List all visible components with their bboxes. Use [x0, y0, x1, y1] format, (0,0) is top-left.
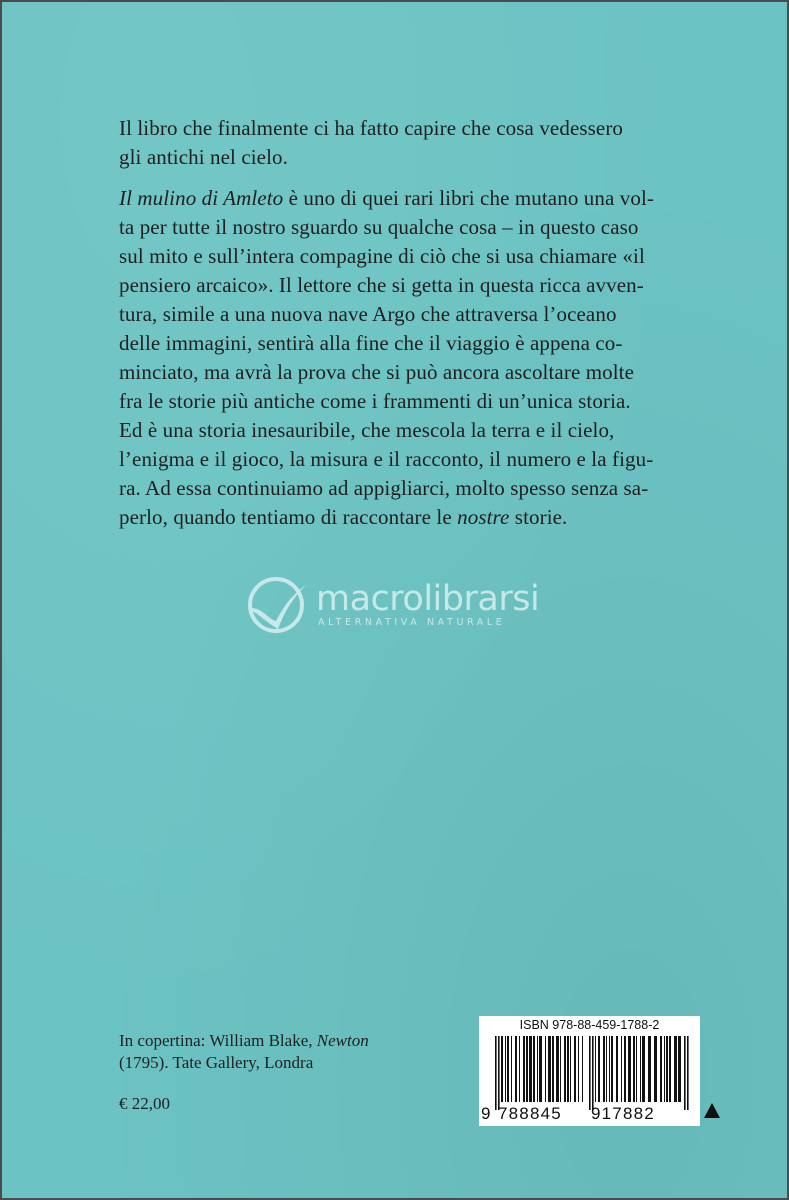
- macrolibrarsi-watermark: [246, 575, 556, 635]
- blurb-line: [119, 503, 719, 532]
- cover-credit: [119, 1030, 369, 1074]
- barcode-bar: [560, 1036, 561, 1102]
- blurb-line: ta per tutte il nostro sguardo su qualche cosa – in questo caso: [119, 215, 639, 239]
- barcode-bar: [501, 1036, 503, 1102]
- barcode-bar: [537, 1036, 538, 1102]
- blurb-line: pensiero arcaico». Il lettore che si getta in questa ricca avven-: [119, 273, 644, 297]
- barcode-bar: [664, 1036, 665, 1102]
- blurb-line: l’enigma e il gioco, la misura e il racconto, il numero e la figu-: [119, 447, 654, 471]
- barcode-bar: [636, 1036, 637, 1102]
- triangle-marker-icon: [704, 1103, 720, 1118]
- barcode-bar: [628, 1036, 631, 1102]
- barcode-bar: [498, 1036, 500, 1110]
- book-title: Il mulino di Amleto: [119, 186, 284, 210]
- blurb-line: delle immagini, sentirà alla fine che il viaggio è appena co-: [119, 331, 623, 355]
- barcode-bar: [621, 1036, 622, 1102]
- blurb-line-end: storie.: [509, 505, 568, 529]
- tagline-line: gli antichi nel cielo.: [119, 145, 288, 169]
- barcode-bar: [505, 1036, 506, 1102]
- barcode-bar: [684, 1036, 686, 1110]
- barcode-bar: [548, 1036, 551, 1102]
- tagline: [119, 114, 719, 172]
- barcode-bar: [648, 1036, 651, 1102]
- barcode-bar: [633, 1036, 635, 1102]
- barcode-bar: [511, 1036, 512, 1102]
- barcode-bar: [611, 1036, 613, 1102]
- barcode-bar: [609, 1036, 610, 1102]
- blurb-line: tura, simile a una nuova nave Argo che attraversa l’oceano: [119, 302, 617, 326]
- blurb-line: [119, 184, 719, 213]
- barcode-bar: [660, 1036, 662, 1102]
- tagline-line: Il libro che finalmente ci ha fatto capire che cosa vedessero: [119, 116, 624, 140]
- barcode-bar: [642, 1036, 645, 1102]
- barcode-bar: [507, 1036, 509, 1102]
- barcode-bar: [589, 1036, 591, 1110]
- barcode-bar: [545, 1036, 546, 1102]
- price: € 22,00: [119, 1094, 170, 1113]
- barcode-bar: [606, 1036, 607, 1102]
- barcode-bar: [678, 1036, 681, 1102]
- isbn-label: ISBN 978-88-459-1788-2: [519, 1018, 660, 1032]
- blurb: [119, 184, 719, 532]
- cover-credit-line: [119, 1030, 369, 1052]
- barcode-bar: [526, 1036, 528, 1102]
- blurb-line: sul mito e sull’intera compagine di ciò che si usa chiamare «il: [119, 244, 645, 268]
- barcode-bar: [687, 1036, 689, 1110]
- artwork-title: Newton: [316, 1031, 369, 1050]
- cover-credit-text: In copertina: William Blake,: [119, 1031, 317, 1050]
- blurb-line-rest: è uno di quei rari libri che mutano una vol-: [283, 186, 654, 210]
- blurb-line: fra le storie più antiche come i frammenti di un’unica storia.: [119, 389, 631, 413]
- barcode-bar: [592, 1036, 594, 1110]
- barcode-bar: [654, 1036, 657, 1102]
- barcode-bar: [674, 1036, 677, 1102]
- blurb-line: minciato, ma avrà la prova che si può ancora ascoltare molte: [119, 360, 635, 384]
- barcode-bar: [564, 1036, 566, 1102]
- barcode-bar: [624, 1036, 626, 1102]
- barcode-bar: [640, 1036, 641, 1102]
- barcode-bar: [519, 1036, 520, 1102]
- barcode-bar: [556, 1036, 559, 1102]
- barcode-digits-right: 917882: [591, 1104, 655, 1123]
- leaf-check-logo-icon: [246, 575, 308, 635]
- barcode-bar: [582, 1036, 583, 1102]
- blurb-line-start: perlo, quando tentiamo di raccontare le: [119, 505, 458, 529]
- barcode-bar: [578, 1036, 579, 1102]
- barcode-bar: [595, 1036, 596, 1102]
- isbn-barcode: [479, 1016, 700, 1126]
- blurb-line: ra. Ad essa continuiamo ad appigliarci, molto spesso senza sa-: [119, 476, 649, 500]
- barcode-bar: [598, 1036, 600, 1102]
- barcode-bar: [515, 1036, 517, 1102]
- barcode-digits-left: 788845: [498, 1104, 562, 1123]
- barcode-bar: [574, 1036, 576, 1102]
- barcode-bar: [666, 1036, 668, 1102]
- barcode-digits: [479, 1104, 700, 1124]
- barcode-bar: [539, 1036, 542, 1102]
- blurb-line: Ed è una storia inesauribile, che mescola la terra e il cielo,: [119, 418, 615, 442]
- barcode-bar: [495, 1036, 497, 1110]
- cover-credit-line: (1795). Tate Gallery, Londra: [119, 1053, 314, 1072]
- barcode-bar: [529, 1036, 532, 1102]
- barcode-digit-first: 9: [481, 1104, 492, 1123]
- barcode-bar: [523, 1036, 525, 1102]
- watermark-tagline: ALTERNATIVA NATURALE: [318, 617, 506, 628]
- barcode-bar: [570, 1036, 571, 1102]
- barcode-bar: [603, 1036, 605, 1102]
- barcode-bar: [669, 1036, 671, 1102]
- watermark-name: macrolibrarsi: [316, 579, 540, 619]
- barcode-bar: [552, 1036, 554, 1102]
- barcode-bar: [567, 1036, 569, 1102]
- barcode-bar: [533, 1036, 535, 1102]
- emphasis-word: nostre: [457, 505, 510, 529]
- barcode-bar: [616, 1036, 618, 1102]
